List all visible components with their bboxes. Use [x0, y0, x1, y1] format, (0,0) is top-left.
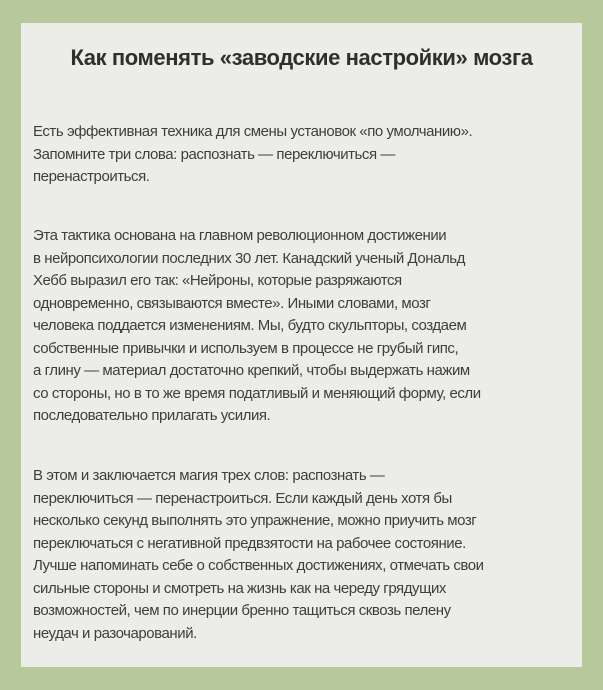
paragraph-line: Лучше напоминать себе о собственных достижениях, отмечать свои: [33, 557, 484, 574]
paragraph-line: переключиться — перенастроиться. Если каждый день хотя бы: [33, 489, 452, 507]
paragraph-line: перенастроиться.: [33, 168, 150, 185]
paragraph-line: Есть эффективная техника для смены установок «по умолчанию».: [33, 123, 473, 140]
paragraph-line: человека поддается изменениям. Мы, будто скульпторы, создаем: [33, 317, 467, 334]
paragraph-line: в нейропсихологии последних 30 лет. Канадский ученый Дональд: [33, 249, 465, 267]
paragraph-line: Хебб выразил его так: «Нейроны, которые разряжаются: [33, 272, 402, 289]
paragraph-line: одновременно, связываются вместе». Иными словами, мозг: [33, 294, 431, 312]
paragraph-line: сильные стороны и смотреть на жизнь как на череду грядущих: [33, 579, 446, 597]
paragraph-line: несколько секунд выполнять это упражнение, можно приучить мозг: [33, 512, 477, 529]
paragraph-1: [33, 121, 472, 189]
article-title: Как поменять «заводские настройки» мозга: [70, 45, 533, 70]
paragraph-line: В этом и заключается магия трех слов: распознать —: [33, 467, 385, 484]
paragraph-line: Запомните три слова: распознать — переключиться —: [33, 145, 395, 163]
article-card: [21, 23, 582, 667]
paragraph-line: последовательно прилагать усилия.: [33, 407, 271, 424]
paragraph-line: переключаться с негативной предвзятости на рабочее состояние.: [33, 534, 466, 552]
paragraph-line: возможностей, чем по инерции бренно тащиться сквозь пелену: [33, 602, 451, 619]
paragraph-line: собственные привычки и используем в процессе не грубый гипс,: [33, 339, 459, 357]
paragraph-line: неудач и разочарований.: [33, 624, 197, 642]
paragraph-3: [33, 465, 484, 645]
paragraph-line: Эта тактика основана на главном революционном достижении: [33, 227, 447, 244]
paragraph-2: [33, 225, 481, 428]
paragraph-line: со стороны, но в то же время податливый и меняющий форму, если: [33, 384, 481, 402]
paragraph-line: а глину — материал достаточно крепкий, чтобы выдержать нажим: [33, 362, 470, 379]
